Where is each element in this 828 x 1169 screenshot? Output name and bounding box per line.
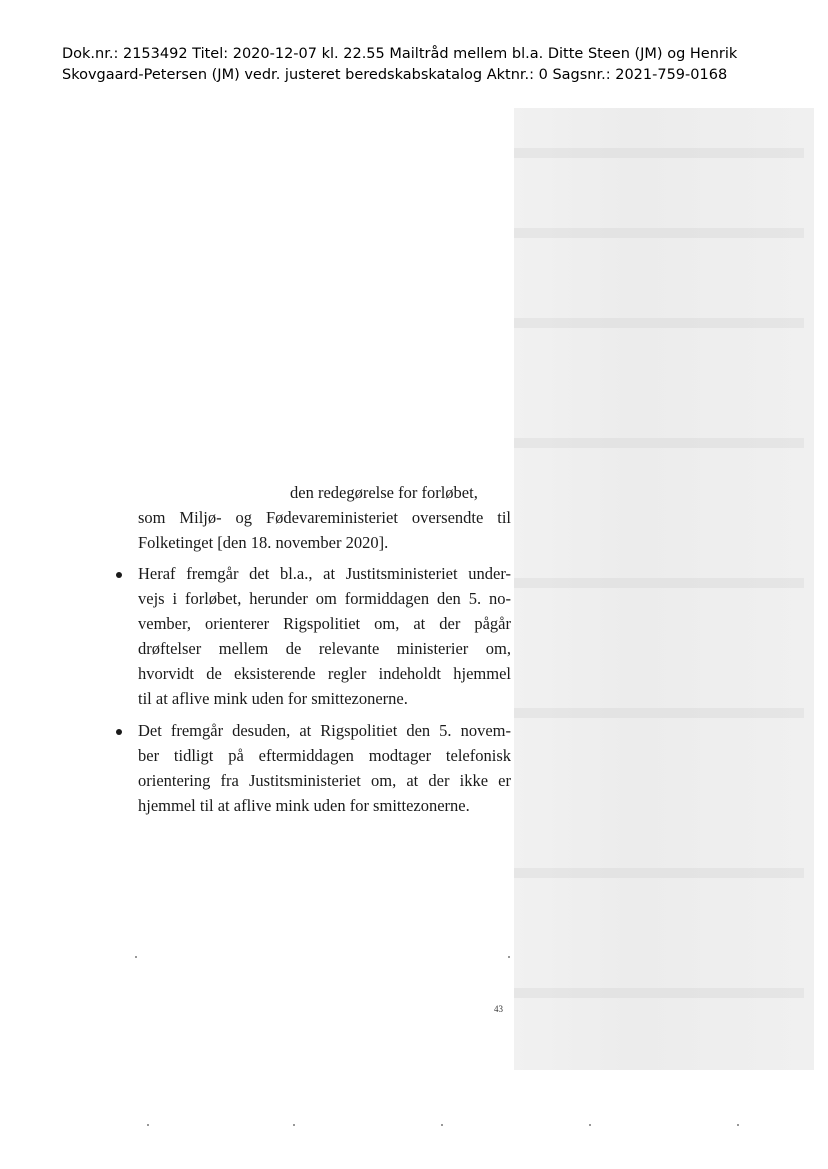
bullet-2-line-2: ber tidligt på eftermiddagen modtager telefonisk bbox=[138, 746, 511, 765]
intro-line-2: som Miljø- og Fødevareministeriet oversendte til bbox=[138, 508, 511, 527]
bullet-1-line-5: hvorvidt de eksisterende regler indeholdt hjemmel bbox=[138, 664, 511, 683]
header-line-1: Dok.nr.: 2153492 Titel: 2020-12-07 kl. 22.55 Mailtråd mellem bl.a. Ditte Steen (JM) og Henrik bbox=[62, 46, 738, 62]
bullet-1-line-3: vember, orienterer Rigspolitiet om, at der pågår bbox=[138, 614, 511, 633]
bullet-1-line-6: til at aflive mink uden for smittezonerne. bbox=[138, 689, 408, 708]
bullet-2-line-1: Det fremgår desuden, at Rigspolitiet den 5. novem- bbox=[138, 721, 511, 740]
header-line-2: Skovgaard-Petersen (JM) vedr. justeret beredskabskatalog Aktnr.: 0 Sagsnr.: 2021-759-0168 bbox=[62, 67, 728, 83]
scan-shading bbox=[514, 108, 814, 1070]
intro-line-3: Folketinget [den 18. november 2020]. bbox=[138, 533, 389, 552]
bullet-icon bbox=[116, 572, 122, 578]
bullet-1-line-1: Heraf fremgår det bl.a., at Justitsministeriet under- bbox=[138, 564, 511, 583]
page-number: 43 bbox=[494, 1004, 503, 1014]
intro-line-1: den redegørelse for forløbet, bbox=[290, 483, 478, 502]
document-header bbox=[62, 44, 782, 86]
bullet-1-line-2: vejs i forløbet, herunder om formiddagen den 5. no- bbox=[138, 589, 511, 608]
bullet-icon bbox=[116, 729, 122, 735]
bullet-1-line-4: drøftelser mellem de relevante ministerier om, bbox=[138, 639, 511, 658]
bullet-2-line-3: orientering fra Justitsministeriet om, at der ikke er bbox=[138, 771, 511, 790]
bullet-2-line-4: hjemmel til at aflive mink uden for smittezonerne. bbox=[138, 796, 470, 815]
